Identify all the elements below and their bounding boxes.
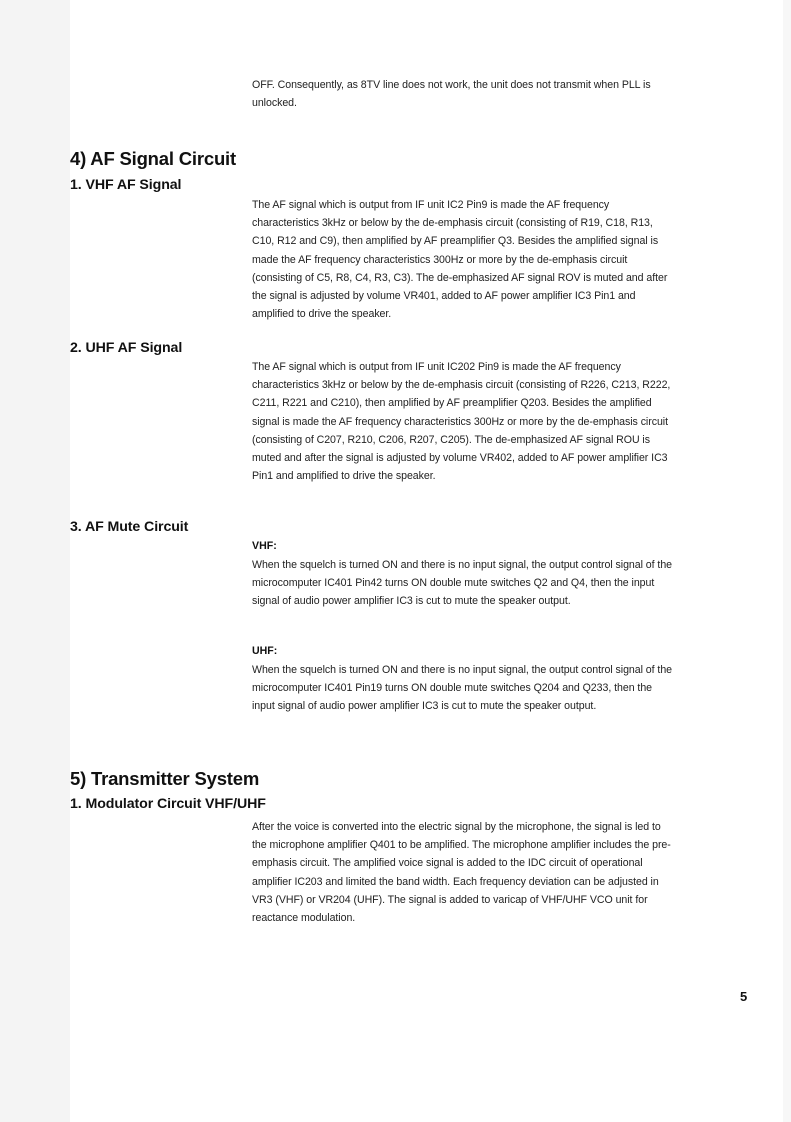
af-mute-circuit-heading: 3. AF Mute Circuit: [70, 519, 189, 535]
af-mute-vhf-label: VHF:: [252, 540, 277, 552]
section-5-title: 5) Transmitter System: [70, 768, 260, 789]
uhf-af-signal-heading: 2. UHF AF Signal: [70, 340, 183, 356]
af-mute-uhf-paragraph: When the squelch is turned ON and there is no input signal, the output control signal of the microcomputer IC401 Pin19 turns ON double mute switches Q204 and Q233, then the input signal of audio power amplifier IC3 is cut to mute the speaker output.: [252, 664, 672, 713]
af-mute-vhf-paragraph: When the squelch is turned ON and there is no input signal, the output control signal of the microcomputer IC401 Pin42 turns ON double mute switches Q2 and Q4, then the input signal of audio power amplifier IC3 is cut to mute the speaker output.: [252, 559, 672, 608]
uhf-af-signal-paragraph: The AF signal which is output from IF unit IC202 Pin9 is made the AF frequency characteristics 3kHz or below by the de-emphasis circuit (consisting of R226, C213, R222, C211, R221 and C210), then amplified by AF preamplifier Q203. Besides the amplified signal is made the AF frequency characteristics 300Hz or more by the de-emphasis circuit (consisting of C207, R210, C206, R207, C205). The de-emphasized AF signal ROU is muted and after the signal is adjusted by volume VR402, added to AF power amplifier IC3 Pin1 and amplified to drive the speaker.: [252, 361, 671, 483]
modulator-circuit-heading: 1. Modulator Circuit VHF/UHF: [70, 796, 266, 812]
af-mute-uhf-label: UHF:: [252, 645, 278, 657]
vhf-af-signal-paragraph: The AF signal which is output from IF unit IC2 Pin9 is made the AF frequency characteristics 3kHz or below by the de-emphasis circuit (consisting of R19, C18, R13, C10, R12 and C9), then amplified by AF preamplifier Q3. Besides the amplified signal is made the AF frequency characteristics 300Hz or more by the de-emphasis circuit (consisting of C5, R8, C4, R3, C3). The de-emphasized AF signal ROV is muted and after the signal is adjusted by volume VR401, added to AF power amplifier IC3 Pin1 and amplified to drive the speaker.: [252, 199, 668, 321]
scan-margin-right: [783, 0, 791, 1122]
section-4-title: 4) AF Signal Circuit: [70, 148, 236, 169]
page-number: 5: [740, 989, 748, 1004]
vhf-af-signal-heading: 1. VHF AF Signal: [70, 177, 182, 193]
intro-paragraph: OFF. Consequently, as 8TV line does not work, the unit does not transmit when PLL is unlocked.: [252, 79, 651, 110]
scan-margin-left: [0, 0, 70, 1122]
modulator-circuit-paragraph: After the voice is converted into the electric signal by the microphone, the signal is led to the microphone amplifier Q401 to be amplified. The microphone amplifier includes the pre-emphasis circuit. The amplified voice signal is added to the IDC circuit of operational amplifier IC203 and limited the band width. Each frequency deviation can be adjusted in VR3 (VHF) or VR204 (UHF). The signal is added to varicap of VHF/UHF VCO unit for reactance modulation.: [252, 821, 671, 925]
